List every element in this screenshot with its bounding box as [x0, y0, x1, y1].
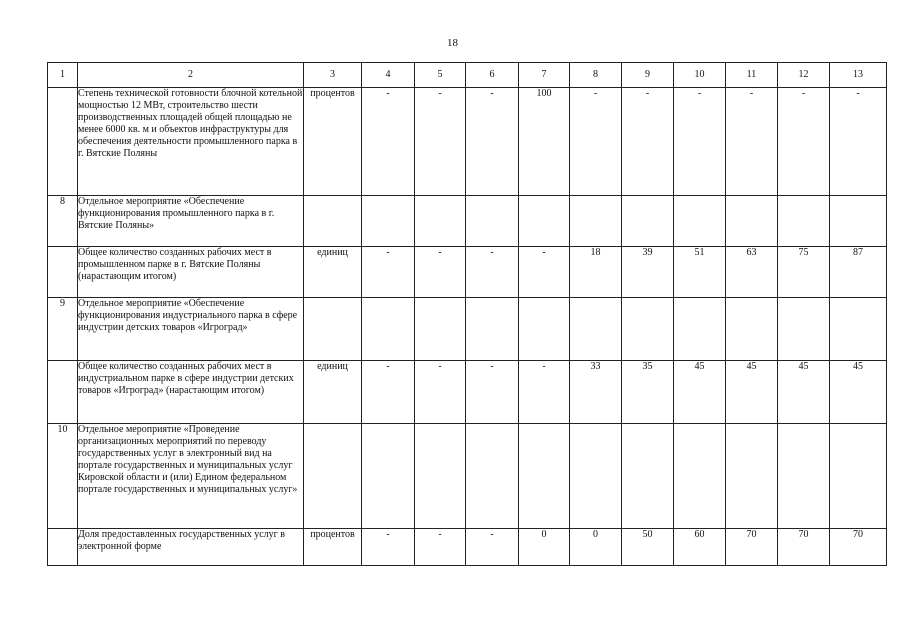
column-header: 3 — [304, 63, 362, 88]
row-number: 10 — [48, 424, 78, 529]
value-cell — [778, 424, 830, 529]
value-cell: - — [830, 88, 887, 196]
value-cell: 87 — [830, 247, 887, 298]
value-cell — [674, 424, 726, 529]
value-cell: - — [362, 88, 415, 196]
column-header: 12 — [778, 63, 830, 88]
value-cell: 0 — [519, 529, 570, 566]
value-cell: - — [674, 88, 726, 196]
value-cell — [830, 298, 887, 361]
value-cell — [726, 424, 778, 529]
table-row — [48, 298, 887, 361]
value-cell: 51 — [674, 247, 726, 298]
unit-cell — [304, 424, 362, 529]
table-row — [48, 424, 887, 529]
unit-cell — [304, 298, 362, 361]
column-header: 2 — [78, 63, 304, 88]
value-cell — [778, 196, 830, 247]
table-row — [48, 247, 887, 298]
value-cell — [622, 298, 674, 361]
value-cell: - — [726, 88, 778, 196]
value-cell: 50 — [622, 529, 674, 566]
column-header: 8 — [570, 63, 622, 88]
indicator-name: Отдельное мероприятие «Обеспечение функционирования индустриального парка в сфере индустрии детских товаров «Игроград» — [78, 298, 304, 361]
value-cell — [570, 298, 622, 361]
value-cell: 100 — [519, 88, 570, 196]
value-cell — [466, 196, 519, 247]
value-cell — [466, 424, 519, 529]
value-cell — [415, 196, 466, 247]
column-header: 11 — [726, 63, 778, 88]
value-cell: 70 — [726, 529, 778, 566]
value-cell: - — [362, 529, 415, 566]
column-header: 4 — [362, 63, 415, 88]
value-cell — [362, 196, 415, 247]
value-cell: - — [415, 361, 466, 424]
value-cell — [830, 424, 887, 529]
value-cell — [570, 196, 622, 247]
value-cell: - — [362, 361, 415, 424]
indicator-name: Общее количество созданных рабочих мест в индустриальном парке в сфере индустрии детских товаров «Игроград» (нарастающим итогом) — [78, 361, 304, 424]
row-number: 8 — [48, 196, 78, 247]
unit-cell — [304, 196, 362, 247]
value-cell: - — [415, 247, 466, 298]
value-cell: 0 — [570, 529, 622, 566]
indicator-name: Общее количество созданных рабочих мест в промышленном парке в г. Вятские Поляны (нарастающим итогом) — [78, 247, 304, 298]
value-cell — [830, 196, 887, 247]
value-cell: 35 — [622, 361, 674, 424]
indicators-table — [47, 62, 887, 566]
column-header: 7 — [519, 63, 570, 88]
value-cell: 39 — [622, 247, 674, 298]
value-cell: 60 — [674, 529, 726, 566]
value-cell — [674, 196, 726, 247]
indicator-name: Отдельное мероприятие «Обеспечение функционирования промышленного парка в г. Вятские Поляны» — [78, 196, 304, 247]
row-number — [48, 247, 78, 298]
value-cell: - — [466, 529, 519, 566]
row-number: 9 — [48, 298, 78, 361]
unit-cell: единиц — [304, 361, 362, 424]
indicator-name: Доля предоставленных государственных услуг в электронной форме — [78, 529, 304, 566]
column-header: 6 — [466, 63, 519, 88]
column-header: 10 — [674, 63, 726, 88]
value-cell: - — [415, 529, 466, 566]
unit-cell: процентов — [304, 529, 362, 566]
value-cell: 33 — [570, 361, 622, 424]
value-cell — [519, 424, 570, 529]
table-row — [48, 88, 887, 196]
column-header: 9 — [622, 63, 674, 88]
value-cell: 45 — [674, 361, 726, 424]
value-cell: - — [519, 361, 570, 424]
column-header: 5 — [415, 63, 466, 88]
value-cell — [622, 196, 674, 247]
value-cell: - — [466, 247, 519, 298]
value-cell — [674, 298, 726, 361]
value-cell: - — [519, 247, 570, 298]
value-cell — [570, 424, 622, 529]
indicator-name: Степень технической готовности блочной котельной мощностью 12 МВт, строительство шести производственных площадей общей площадью не менее 6000 кв. м и объектов инфраструктуры для обеспечения деятельности промышленного парка в г. Вятские Поляны — [78, 88, 304, 196]
value-cell: - — [362, 247, 415, 298]
value-cell: - — [570, 88, 622, 196]
value-cell: 45 — [830, 361, 887, 424]
value-cell — [778, 298, 830, 361]
value-cell: 63 — [726, 247, 778, 298]
row-number — [48, 529, 78, 566]
row-number — [48, 88, 78, 196]
value-cell — [519, 298, 570, 361]
unit-cell: процентов — [304, 88, 362, 196]
value-cell — [622, 424, 674, 529]
row-number — [48, 361, 78, 424]
value-cell: 45 — [726, 361, 778, 424]
value-cell — [466, 298, 519, 361]
table-row — [48, 196, 887, 247]
value-cell — [362, 298, 415, 361]
value-cell: 70 — [830, 529, 887, 566]
table-body — [48, 88, 887, 566]
value-cell — [362, 424, 415, 529]
column-header: 1 — [48, 63, 78, 88]
value-cell: - — [622, 88, 674, 196]
column-header: 13 — [830, 63, 887, 88]
value-cell: 18 — [570, 247, 622, 298]
value-cell: 45 — [778, 361, 830, 424]
value-cell: - — [466, 361, 519, 424]
value-cell — [726, 196, 778, 247]
value-cell: - — [466, 88, 519, 196]
value-cell: - — [415, 88, 466, 196]
table-row — [48, 361, 887, 424]
value-cell: - — [778, 88, 830, 196]
value-cell — [415, 298, 466, 361]
value-cell: 75 — [778, 247, 830, 298]
unit-cell: единиц — [304, 247, 362, 298]
value-cell — [726, 298, 778, 361]
indicator-name: Отдельное мероприятие «Проведение организационных мероприятий по переводу государственных услуг в электронный вид на портале государственных и муниципальных услуг Кировской области и (или) Едином федеральном портале государственных и муниципальных услуг» — [78, 424, 304, 529]
header-row — [48, 63, 887, 88]
value-cell — [415, 424, 466, 529]
table-row — [48, 529, 887, 566]
value-cell — [519, 196, 570, 247]
page-number: 18 — [447, 37, 458, 49]
value-cell: 70 — [778, 529, 830, 566]
